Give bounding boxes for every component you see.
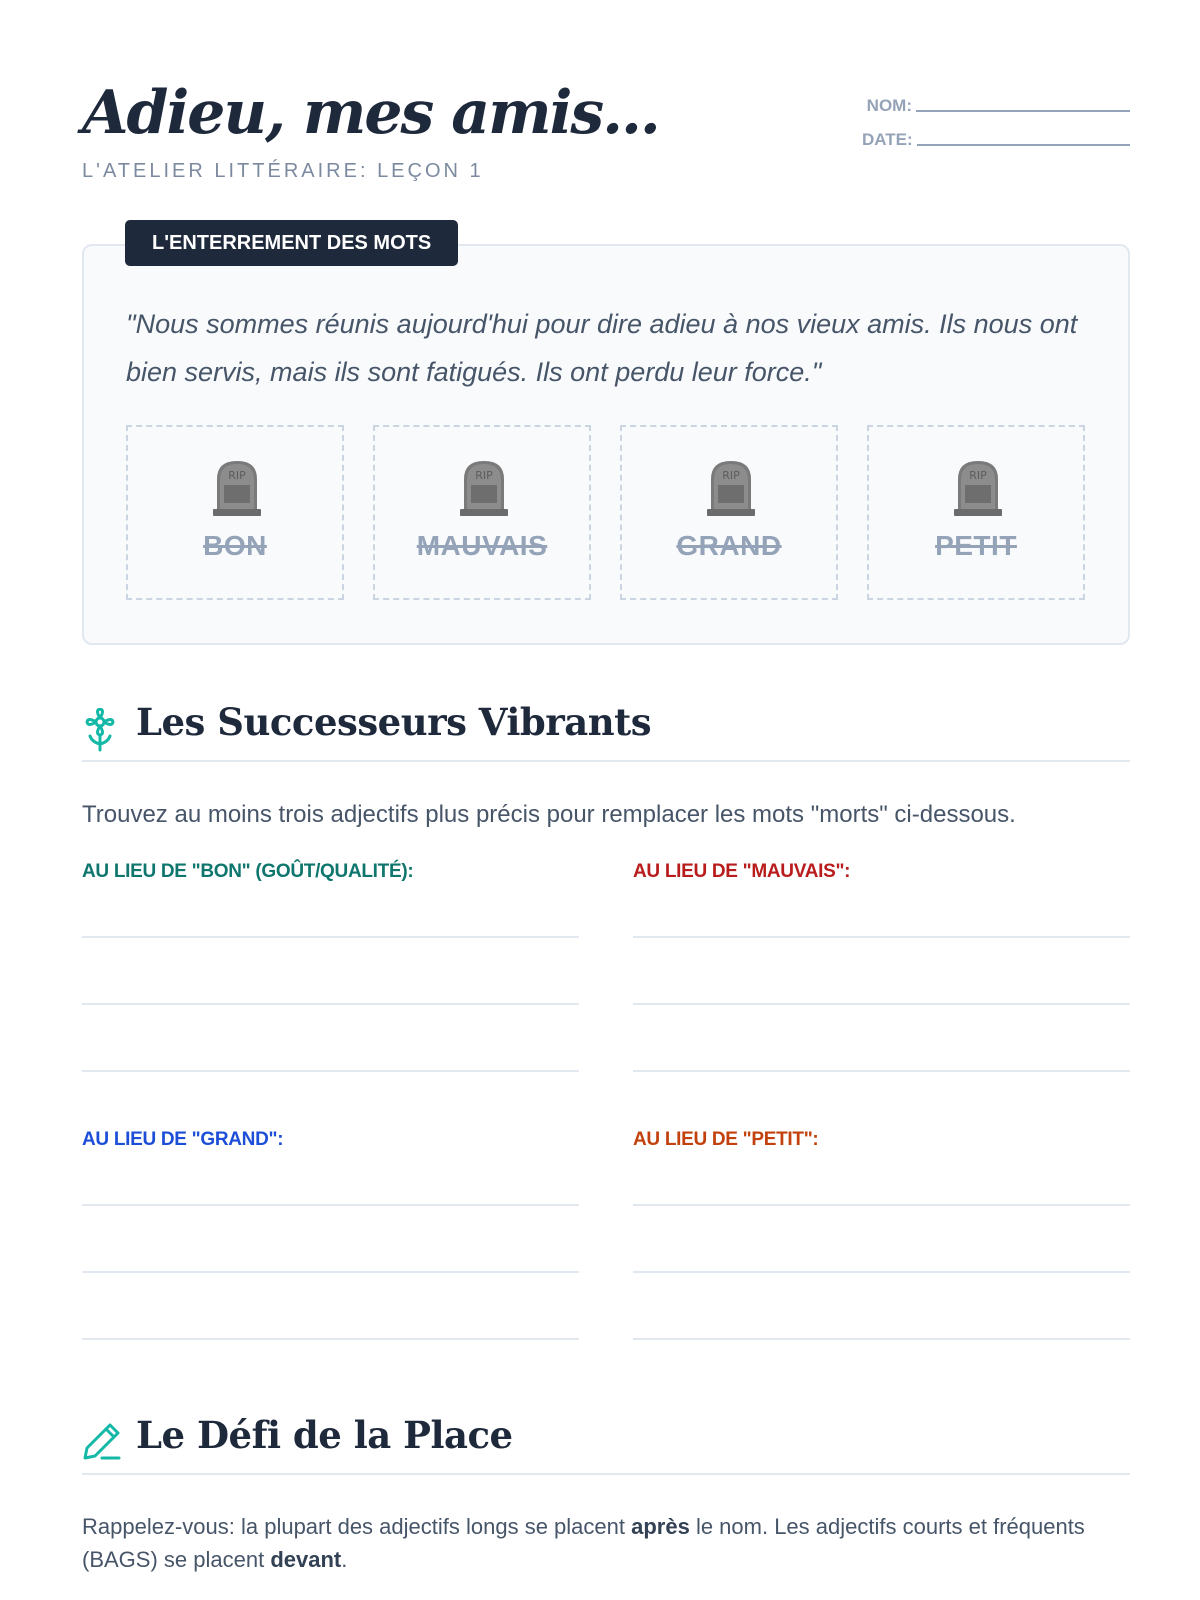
successors-title: Les Successeurs Vibrants bbox=[136, 700, 652, 744]
placement-header bbox=[82, 1413, 1130, 1475]
svg-text:RIP: RIP bbox=[475, 469, 493, 482]
answer-line[interactable] bbox=[82, 1271, 579, 1273]
tombstone-icon bbox=[952, 457, 1004, 517]
grave-card bbox=[126, 425, 344, 600]
worksheet-page bbox=[82, 0, 1130, 1600]
grave-card bbox=[867, 425, 1085, 600]
graves-row bbox=[126, 425, 1085, 600]
name-field[interactable] bbox=[916, 110, 1130, 112]
answer-line[interactable] bbox=[82, 1003, 579, 1005]
answer-group-bon bbox=[82, 861, 579, 1072]
answer-line[interactable] bbox=[633, 1338, 1130, 1340]
answer-group-grand bbox=[82, 1129, 579, 1340]
answer-line[interactable] bbox=[633, 1271, 1130, 1273]
answer-line[interactable] bbox=[633, 936, 1130, 938]
page-subtitle: L'ATELIER LITTÉRAIRE: LEÇON 1 bbox=[82, 160, 484, 182]
funeral-tab-label: L'ENTERREMENT DES MOTS bbox=[125, 220, 458, 266]
reminder-emphasis: devant bbox=[270, 1547, 342, 1572]
answer-line[interactable] bbox=[82, 936, 579, 938]
date-field[interactable] bbox=[917, 144, 1130, 146]
pencil-icon bbox=[82, 1421, 122, 1461]
reminder-text: . bbox=[341, 1547, 348, 1572]
reminder-emphasis: après bbox=[631, 1514, 690, 1539]
placement-title: Le Défi de la Place bbox=[136, 1413, 513, 1457]
tombstone-icon bbox=[458, 457, 510, 517]
group-label: AU LIEU DE "GRAND": bbox=[82, 1129, 284, 1150]
answer-group-mauvais bbox=[633, 861, 1130, 1072]
placement-reminder bbox=[82, 1510, 1130, 1576]
grave-card bbox=[373, 425, 591, 600]
name-date-fields bbox=[862, 82, 1130, 150]
answer-line[interactable] bbox=[633, 1204, 1130, 1206]
svg-text:RIP: RIP bbox=[228, 469, 246, 482]
date-label: DATE: bbox=[862, 130, 913, 149]
flower-icon bbox=[82, 708, 118, 752]
tombstone-icon bbox=[211, 457, 263, 517]
page-title: Adieu, mes amis... bbox=[82, 78, 659, 148]
dead-word: MAUVAIS bbox=[416, 530, 548, 561]
successors-instructions: Trouvez au moins trois adjectifs plus précis pour remplacer les mots "morts" ci-dessous. bbox=[82, 801, 1016, 828]
svg-text:RIP: RIP bbox=[722, 469, 740, 482]
funeral-quote: "Nous sommes réunis aujourd'hui pour dire adieu à nos vieux amis. Ils nous ont bien servis, mais ils sont fatigués. Ils ont perdu leur force." bbox=[126, 309, 1078, 387]
reminder-text: Rappelez-vous: la plupart des adjectifs longs se placent bbox=[82, 1514, 632, 1539]
group-label: AU LIEU DE "MAUVAIS": bbox=[633, 861, 851, 882]
answer-line[interactable] bbox=[633, 1070, 1130, 1072]
tombstone-icon bbox=[705, 457, 757, 517]
answer-line[interactable] bbox=[633, 1003, 1130, 1005]
grave-card bbox=[620, 425, 838, 600]
group-label: AU LIEU DE "PETIT": bbox=[633, 1129, 819, 1150]
answer-line[interactable] bbox=[82, 1338, 579, 1340]
successors-header bbox=[82, 700, 1130, 762]
group-label: AU LIEU DE "BON" (GOÛT/QUALITÉ): bbox=[82, 861, 414, 882]
answer-line[interactable] bbox=[82, 1204, 579, 1206]
dead-word: BON bbox=[203, 530, 267, 561]
reminder-text: le nom. Les adjectifs courts et fréquents (BAGS) se placent bbox=[82, 1514, 1085, 1572]
answer-line[interactable] bbox=[82, 1070, 579, 1072]
dead-word: GRAND bbox=[676, 530, 782, 561]
name-label: NOM: bbox=[866, 96, 912, 115]
date-row bbox=[862, 116, 1130, 150]
answer-group-petit bbox=[633, 1129, 1130, 1340]
name-row bbox=[862, 82, 1130, 116]
dead-word: PETIT bbox=[935, 530, 1017, 561]
svg-text:RIP: RIP bbox=[969, 469, 987, 482]
